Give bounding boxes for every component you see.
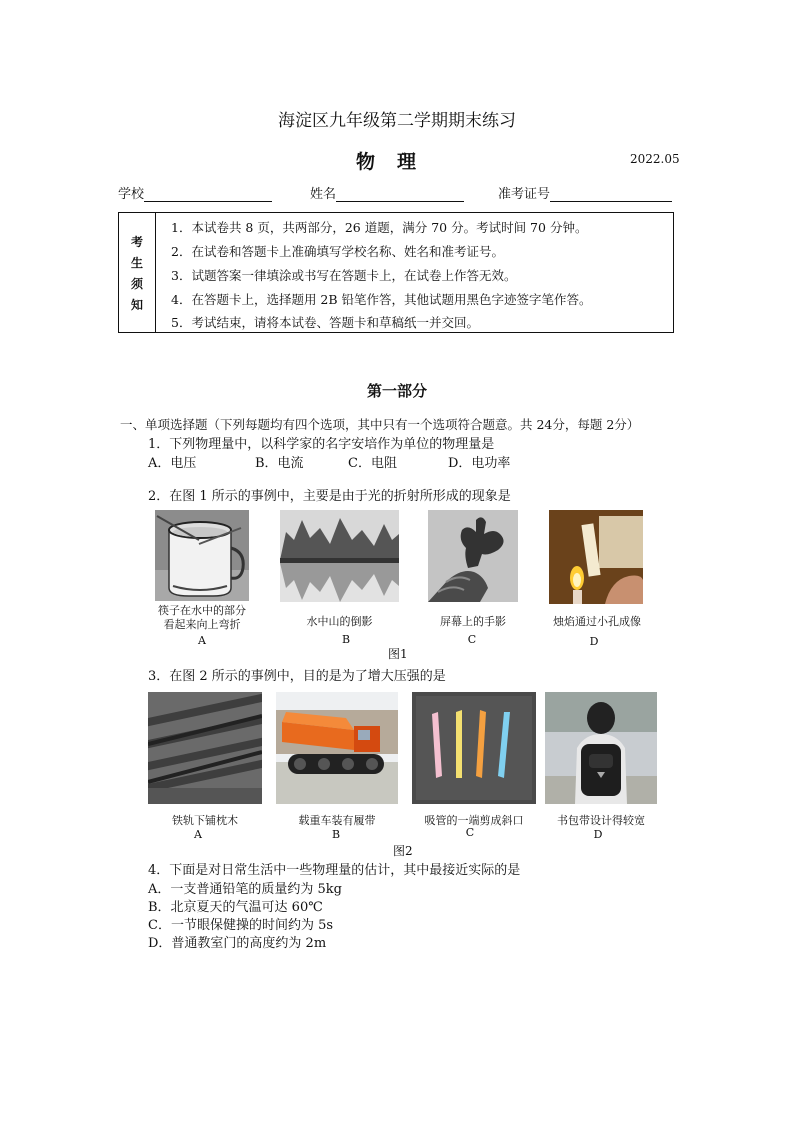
q2-letter-b: B (341, 633, 351, 646)
id-label: 准考证号 (498, 187, 551, 202)
q2-caption-a-line2: 看起来向上弯折 (163, 618, 241, 631)
q2-letter-c: C (467, 633, 477, 646)
q3-image-b (276, 692, 398, 804)
q3-letter-b: B (331, 828, 341, 841)
notice-side-char: 生 (130, 256, 143, 270)
q1-option-a: A．电压 (148, 456, 197, 471)
q2-letter-d: D (589, 635, 599, 648)
q3-caption-c: 吸管的一端剪成斜口 (424, 814, 524, 827)
id-blank[interactable] (550, 187, 672, 202)
q4-option-a: A．一支普通铅笔的质量约为 5kg (148, 882, 342, 897)
q2-letter-a: A (198, 634, 206, 647)
q1-option-d: D．电功率 (448, 456, 511, 471)
name-blank[interactable] (336, 187, 464, 202)
q2-stem: 2．在图 1 所示的事例中，主要是由于光的折射所形成的现象是 (148, 489, 511, 504)
notice-side-char: 考 (130, 235, 143, 249)
q2-image-a (155, 510, 249, 601)
figure-1-label: 图1 (388, 647, 408, 661)
q4-option-b: B．北京夏天的气温可达 60℃ (148, 900, 323, 915)
section-heading: 一、单项选择题（下列每题均有四个选项，其中只有一个选项符合题意。共 24分，每题 2分） (120, 417, 640, 432)
q1-stem: 1．下列物理量中，以科学家的名字安培作为单位的物理量是 (148, 437, 495, 452)
q2-caption-a (142, 604, 262, 632)
notice-side-char: 知 (130, 298, 143, 312)
q2-image-d (549, 510, 643, 604)
q2-image-b (280, 510, 399, 602)
q1-option-c: C．电阻 (348, 456, 397, 471)
notice-side-char: 须 (130, 277, 143, 291)
q4-stem: 4．下面是对日常生活中一些物理量的估计，其中最接近实际的是 (148, 863, 521, 878)
q3-caption-a: 铁轨下铺枕木 (172, 814, 238, 827)
school-blank[interactable] (144, 187, 272, 202)
exam-date: 2022.05 (630, 152, 680, 166)
q2-caption-a-line1: 筷子在水中的部分 (158, 604, 246, 617)
q1-option-b: B．电流 (255, 456, 304, 471)
school-field (118, 183, 272, 202)
exam-subject: 物理 (356, 151, 439, 173)
q3-image-c (412, 692, 536, 804)
name-field (310, 183, 464, 202)
q4-option-d: D．普通教室门的高度约为 2m (148, 936, 327, 951)
q2-caption-d: 烛焰通过小孔成像 (553, 615, 641, 628)
q3-image-d (545, 692, 657, 804)
notice-item: 3．试题答案一律填涂或书写在答题卡上，在试卷上作答无效。 (171, 268, 517, 283)
notice-item: 2．在试卷和答题卡上准确填写学校名称、姓名和准考证号。 (171, 244, 504, 259)
part-title: 第一部分 (366, 382, 427, 400)
q3-letter-d: D (593, 828, 603, 841)
figure-2-label: 图2 (393, 844, 413, 858)
q3-image-a (148, 692, 262, 804)
q2-caption-c: 屏幕上的手影 (440, 615, 506, 628)
q3-stem: 3．在图 2 所示的事例中，目的是为了增大压强的是 (148, 669, 446, 684)
q2-caption-b: 水中山的倒影 (306, 615, 373, 628)
notice-side (119, 213, 156, 332)
q3-letter-a: A (194, 828, 202, 841)
q2-image-c (428, 510, 518, 602)
exam-title: 海淀区九年级第二学期期末练习 (278, 111, 516, 131)
id-field (498, 183, 672, 202)
notice-item: 1．本试卷共 8 页，共两部分，26 道题，满分 70 分。考试时间 70 分钟。 (171, 220, 588, 235)
name-label: 姓名 (310, 187, 337, 202)
notice-item: 5．考试结束，请将本试卷、答题卡和草稿纸一并交回。 (171, 315, 479, 330)
q3-caption-d: 书包带设计得较宽 (557, 814, 645, 827)
q3-caption-b: 载重车装有履带 (298, 814, 376, 827)
q4-option-c: C．一节眼保健操的时间约为 5s (148, 918, 334, 933)
notice-box (118, 212, 674, 333)
school-label: 学校 (118, 187, 145, 202)
q3-letter-c: C (465, 826, 475, 839)
notice-item: 4．在答题卡上，选择题用 2B 铅笔作答，其他试题用黑色字迹签字笔作答。 (171, 292, 592, 307)
